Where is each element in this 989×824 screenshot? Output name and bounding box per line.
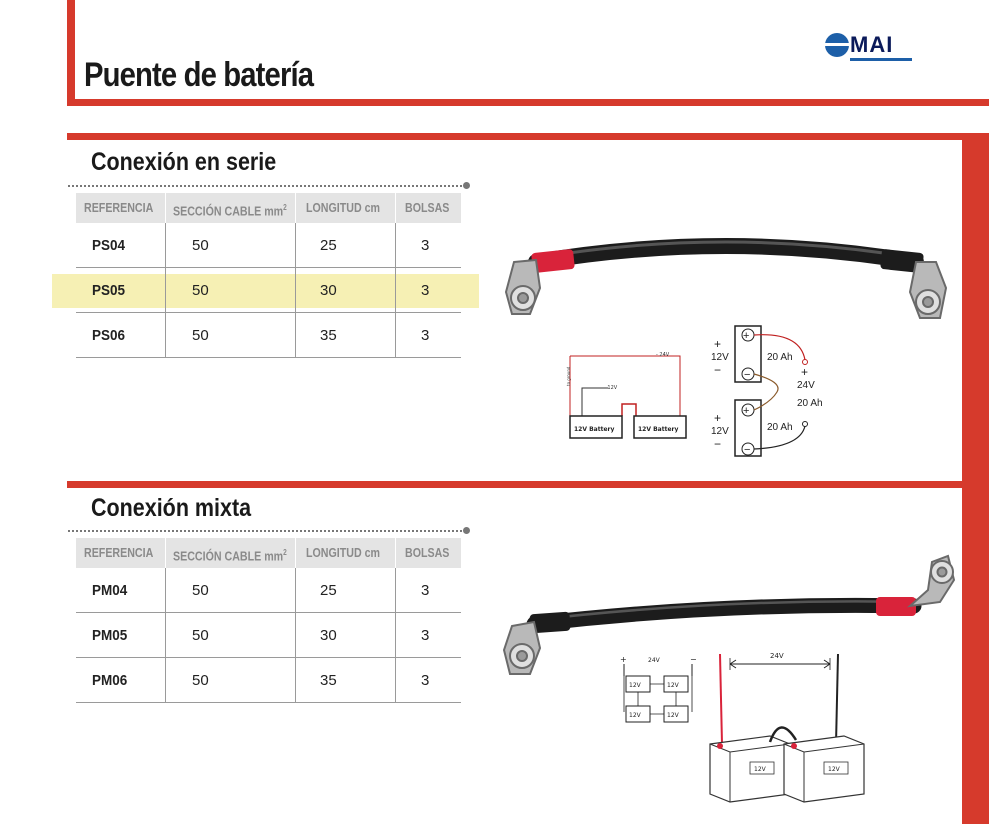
label-ground: to ground: [566, 366, 571, 386]
brand-logo: [824, 30, 912, 62]
dotted-rule-end: [463, 182, 470, 189]
cell-label: 12V: [667, 682, 679, 689]
svg-text:−: −: [744, 369, 751, 381]
cell-length: 35: [320, 672, 337, 689]
plus-sign: +: [801, 365, 809, 379]
table-row: [76, 313, 461, 358]
right-accent-bar-series: [962, 133, 989, 483]
cell-length: 35: [320, 327, 337, 344]
cell-bags: 3: [421, 237, 430, 254]
header-separator: [395, 538, 396, 568]
table-row-highlighted: [76, 268, 461, 313]
cell-label: 12V: [629, 712, 641, 719]
cell-section: 50: [192, 237, 209, 254]
cell-ref: PM06: [92, 672, 128, 689]
svg-text:−: −: [690, 655, 697, 664]
col-header-length: LONGITUD cm: [306, 200, 381, 215]
dotted-rule-end: [463, 527, 470, 534]
cell-section: 50: [192, 282, 209, 299]
table-row: [76, 658, 461, 703]
minus-sign: −: [714, 437, 722, 451]
battery-left-label: 12V Battery: [574, 426, 615, 433]
cell-ref: PM04: [92, 582, 128, 599]
cell-bags: 3: [421, 672, 430, 689]
col-header-bags: BOLSAS: [405, 200, 450, 215]
svg-text:−: −: [744, 444, 751, 456]
label-12v: - 12V: [604, 385, 618, 391]
col-header-section-text: SECCIÓN CABLE mm: [173, 203, 284, 219]
cell-bags: 3: [421, 582, 430, 599]
battery-label: 12V: [754, 766, 766, 773]
dotted-rule: [68, 185, 466, 187]
label-24v-big: 24V: [770, 652, 784, 660]
battery-label: 12V: [828, 766, 840, 773]
col-header-ref: REFERENCIA: [84, 200, 154, 215]
plus-sign: +: [714, 337, 722, 351]
col-header-bags: BOLSAS: [405, 545, 450, 560]
battery-right-label: 12V Battery: [638, 426, 679, 433]
label-24v-small: 24V: [648, 657, 660, 664]
cell-bags: 3: [421, 327, 430, 344]
label-12v-top: 12V: [711, 352, 729, 363]
cell-ref: PS05: [92, 282, 126, 299]
cell-section: 50: [192, 582, 209, 599]
label-12v-bottom: 12V: [711, 426, 729, 437]
col-header-length: LONGITUD cm: [306, 545, 381, 560]
cell-bags: 3: [421, 627, 430, 644]
cell-label: 12V: [629, 682, 641, 689]
cell-section: 50: [192, 672, 209, 689]
mixed-wiring-diagram: [612, 652, 702, 732]
logo-text: MAI: [850, 32, 894, 57]
label-20ah-top: 20 Ah: [767, 352, 793, 363]
col-header-section: [173, 193, 287, 223]
series-table: [76, 193, 461, 358]
cell-ref: PM05: [92, 627, 128, 644]
section-title-series: Conexión en serie: [91, 148, 277, 176]
col-header-section-sup: 2: [283, 548, 287, 557]
minus-sign: −: [714, 363, 722, 377]
right-accent-bar-mixed: [962, 481, 989, 824]
section-divider-series: [67, 133, 989, 140]
cell-length: 30: [320, 282, 337, 299]
cell-section: 50: [192, 627, 209, 644]
cell-section: 50: [192, 327, 209, 344]
globe-icon: [824, 32, 850, 58]
cell-length: 25: [320, 237, 337, 254]
label-20ah-right: 20 Ah: [797, 398, 823, 409]
series-schematic-diagram: [705, 322, 827, 464]
col-header-section-sup: 2: [283, 203, 287, 212]
col-header-ref: REFERENCIA: [84, 545, 154, 560]
mixed-table: [76, 538, 461, 703]
section-title-mixed: Conexión mixta: [91, 494, 252, 522]
table-row: [76, 568, 461, 613]
svg-text:+: +: [620, 655, 627, 664]
series-wiring-diagram: [560, 348, 692, 444]
table-header: [76, 193, 461, 223]
col-header-section: [173, 538, 287, 568]
section-divider-mixed: [67, 481, 989, 488]
label-24v: - 24V: [656, 352, 670, 358]
cell-ref: PS06: [92, 327, 126, 344]
page-title: Puente de batería: [84, 56, 314, 94]
series-cable-image: [496, 222, 962, 334]
svg-text:+: +: [743, 330, 750, 342]
table-row: [76, 613, 461, 658]
label-24v: 24V: [797, 380, 815, 391]
label-20ah-bottom: 20 Ah: [767, 422, 793, 433]
table-row: [76, 223, 461, 268]
header-accent-bar: [67, 0, 75, 106]
svg-text:+: +: [743, 405, 750, 417]
header-underline: [67, 99, 989, 106]
header-separator: [295, 538, 296, 568]
cell-length: 25: [320, 582, 337, 599]
logo-underline: [850, 58, 912, 61]
header-separator: [165, 538, 166, 568]
table-header: [76, 538, 461, 568]
cell-length: 30: [320, 627, 337, 644]
col-header-section-text: SECCIÓN CABLE mm: [173, 548, 284, 564]
cell-ref: PS04: [92, 237, 126, 254]
cell-label: 12V: [667, 712, 679, 719]
dotted-rule: [68, 530, 466, 532]
mixed-batteries-illustration: [700, 644, 870, 810]
header-separator: [395, 193, 396, 223]
header-separator: [295, 193, 296, 223]
header-separator: [165, 193, 166, 223]
plus-sign: +: [714, 411, 722, 425]
cell-bags: 3: [421, 282, 430, 299]
